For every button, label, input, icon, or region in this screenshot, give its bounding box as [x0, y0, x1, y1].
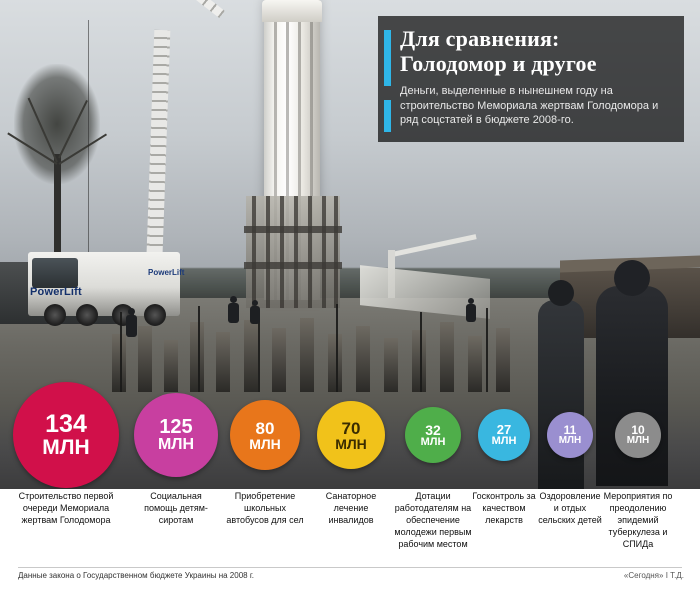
value-bubble [13, 382, 119, 488]
title-line-2: Голодомор и другое [400, 51, 597, 77]
value-bubble [317, 401, 385, 469]
accent-bar-subtitle [384, 100, 391, 132]
headline-panel [378, 16, 684, 142]
worker-silhouette [230, 296, 237, 303]
scaffold-rib [252, 196, 256, 308]
accent-bar-title [384, 30, 391, 86]
value-bubble [405, 407, 461, 463]
caption-row [0, 489, 700, 589]
bubble-caption: Мероприятия по преодолению эпидемий туберкулеза и СПИДа [603, 491, 673, 549]
scaffold-rib [294, 196, 298, 308]
bubble-caption: Дотации работодателям на обеспечение молодежи первым рабочим местом [394, 491, 472, 549]
pile-field [0, 300, 700, 392]
value-bubble [230, 400, 300, 470]
bubble-unit: МЛН [157, 436, 195, 453]
subtitle: Деньги, выделенные в нынешнем году на строительство Мемориала жертвам Голодомора и ряд соцстатей в бюджете 2008-го. [400, 85, 659, 127]
crane-brand-label-small: PowerLift [148, 268, 185, 277]
bubble-value: 27 [496, 422, 512, 437]
scaffold-rib [334, 196, 338, 308]
scaffold-rib [280, 196, 284, 308]
worker-silhouette [128, 308, 135, 315]
bubble-caption: Санаторное лечение инвалидов [325, 491, 377, 525]
worker-silhouette [126, 315, 137, 337]
bubble-value: 80 [255, 418, 275, 438]
tower-scaffold-base [246, 196, 340, 308]
tower-cap [262, 0, 322, 22]
person-head [548, 280, 574, 306]
page-title [400, 26, 672, 76]
source-note: Данные закона о Государственном бюджете Украины на 2008 г. [18, 571, 254, 580]
bubble-unit: МЛН [420, 435, 446, 448]
bubble-chart [0, 380, 700, 490]
bubble-unit: МЛН [558, 435, 582, 446]
scaffold-band [244, 226, 342, 233]
crane-cable [88, 20, 89, 270]
bubble-unit: МЛН [249, 435, 281, 452]
bubble-caption: Строительство первой очереди Мемориала жертвам Голодомора [18, 491, 114, 525]
bubble-value: 134 [45, 410, 87, 438]
bubble-value: 32 [425, 421, 441, 438]
value-bubble [615, 412, 661, 458]
bubble-caption: Госконтроль за качеством лекарств [472, 491, 536, 525]
worker-silhouette [250, 306, 260, 324]
footer-divider [18, 567, 682, 568]
bubble-value: 10 [631, 423, 645, 437]
bubble-value: 11 [563, 423, 577, 437]
scaffold-rib [322, 196, 326, 308]
rebar [336, 304, 338, 392]
crane-cab [32, 258, 78, 288]
person-head [614, 260, 650, 296]
scaffold-rib [308, 196, 312, 308]
bubble-caption: Приобретение школьных автобусов для сел [226, 491, 304, 525]
bubble-caption: Оздоровление и отдых сельских детей [538, 491, 602, 525]
value-bubble [478, 409, 530, 461]
bubble-caption: Социальная помощь детям-сиротам [144, 491, 208, 525]
worker-silhouette [228, 303, 239, 323]
scaffold-band [244, 262, 342, 269]
bubble-unit: МЛН [335, 435, 367, 452]
value-bubble [134, 393, 218, 477]
bubble-value: 125 [159, 416, 193, 438]
worker-silhouette [466, 304, 476, 322]
bubble-value: 70 [341, 418, 361, 438]
bubble-unit: МЛН [491, 435, 517, 447]
title-line-1: Для сравнения: [400, 26, 560, 51]
bubble-unit: МЛН [626, 435, 650, 446]
crane-brand-label: PowerLift [30, 286, 82, 298]
value-bubble [547, 412, 593, 458]
bubble-unit: МЛН [42, 436, 90, 459]
scaffold-rib [266, 196, 270, 308]
credit-note: «Сегодня» І Т.Д. [623, 571, 684, 580]
